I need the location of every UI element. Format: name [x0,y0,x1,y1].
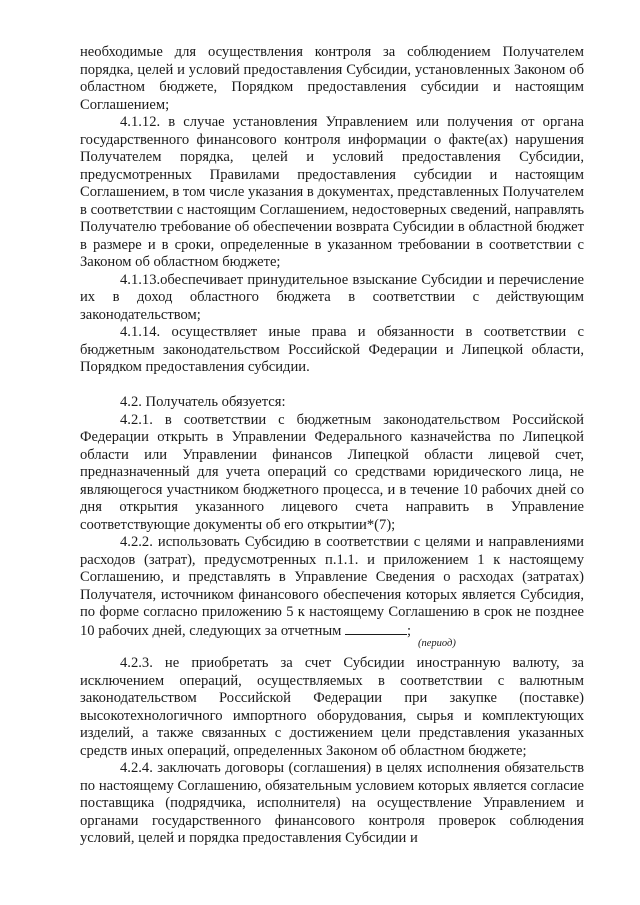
document-body [80,44,584,848]
section-4-2-heading: 4.2. Получатель обязуется: [120,394,286,410]
period-blank-line [345,622,407,635]
paragraph-4-1-12: 4.1.12. в случае установления Управлением или получения от органа государственного финансового контроля информации о факте(ах) нарушения Получателем порядка, целей и условий предоставления Субсидии, предусмотренных Правилами предоставления субсидии и настоящим Соглашением, в том числе указания в документах, представленных Получателем в соответствии с настоящим Соглашением, недостоверных сведений, направлять Получателю требование об обеспечении возврата Субсидии в областной бюджет в размере и в сроки, определенные в указанном требовании в соответствии с Законом об областном бюджете; [80,114,584,270]
paragraph-4-1-14: 4.1.14. осуществляет иные права и обязанности в соответствии с бюджетным законодательством Российской Федерации и Липецкой области, Порядком предоставления субсидии. [80,324,584,375]
paragraph-4-2-1: 4.2.1. в соответствии с бюджетным законодательством Российской Федерации открыть в Управлении Федерального казначейства по Липецкой области или Управлении финансов Липецкой области лицевой счет, предназначенный для учета операций со средствами юридического лица, не являющегося участником бюджетного процесса, и в течение 10 рабочих дней со дня открытия указанного лицевого счета направить в Управление соответствующие документы об его открытии*(7); [80,411,584,533]
paragraph-4-2-3: 4.2.3. не приобретать за счет Субсидии иностранную валюту, за исключением операций, осуществляемых в соответствии с валютным законодательством Российской Федерации при закупке (поставке) высокотехнологичного импортного оборудования, сырья и комплектующих изделий, а также связанных с достижением цели представления указанных средств иных операций, определенных Законом об областном бюджете; [80,655,584,759]
paragraph-4-2-2 [80,534,584,640]
paragraph-continuation: необходимые для осуществления контроля за соблюдением Получателем порядка, целей и условий предоставления Субсидии, установленных Законом об областном бюджете, Порядком предоставления субсидии и настоящим Соглашением; [80,44,584,113]
paragraph-4-2-2-suffix: ; [407,622,412,639]
paragraph-4-1-13: 4.1.13.обеспечивает принудительное взыскание Субсидии и перечисление их в доход областного бюджета в соответствии с действующим законодательством; [80,271,584,323]
paragraph-gap [80,377,584,395]
period-footnote-label: (период) [418,638,456,649]
paragraph-4-2-2-text: 4.2.2. использовать Субсидию в соответствии с целями и направлениями расходов (затрат), предусмотренных п.1.1. и приложением 1 к настоящему Соглашению, и представлять в Управление Сведения о расходах (затратах) Получателя, источником финансового обеспечения которых является Субсидия, по форме согласно приложению 5 к настоящему Соглашению в срок не позднее 10 рабочих дней, следующих за отчетным [80,534,584,639]
paragraph-4-2-4: 4.2.4. заключать договоры (соглашения) в целях исполнения обязательств по настоящему Соглашению, обязательным условием которых является согласие поставщика (подрядчика, исполнителя) на осуществление Управлением и органами государственного финансового контроля проверок соблюдения условий, целей и порядка предоставления Субсидии и [80,760,584,846]
